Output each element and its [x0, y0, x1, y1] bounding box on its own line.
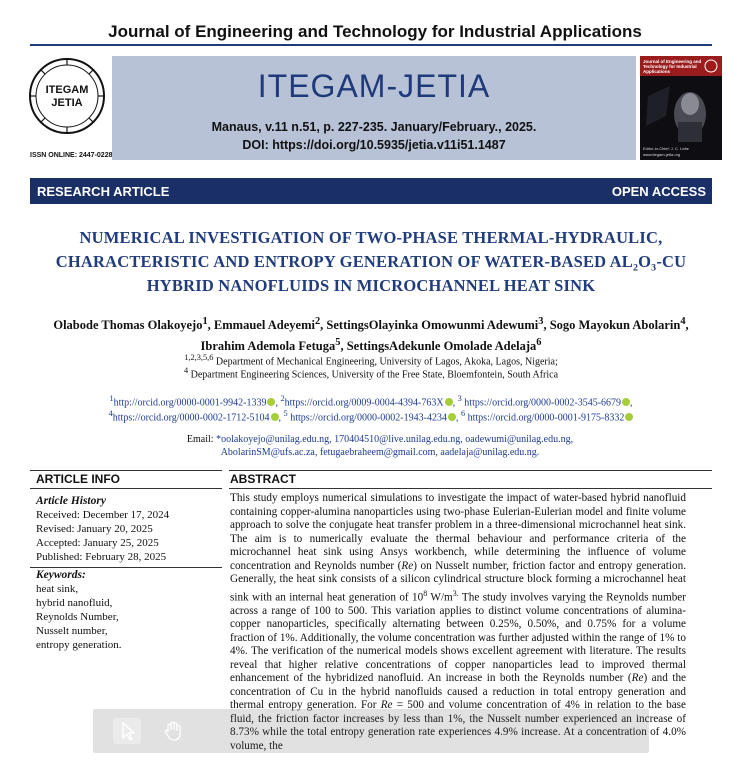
journal-acronym: ITEGAM-JETIA — [257, 68, 491, 104]
affiliation-2: $^4$ Department Engineering Sciences, University of the Free State, Bloemfontein, South Africa — [183, 366, 559, 381]
author-list: Olabode Thomas Olakoyejo$^1$, Emmauel Adeyemi$^2$, SettingsOlayinka Omowunmi Adewumi$^3$, Sogo Mayokun Abolarin$^4$, Ibrahim Ademola Fetuga$^5$, SettingsAdekunle Omolade Adelaja$^6$ — [53, 316, 689, 354]
orcid-icon — [267, 398, 275, 406]
author-name: SettingsAdekunle Omolade Adelaja — [346, 339, 537, 354]
issn-online: ISSN ONLINE: 2447-0228 — [30, 152, 113, 159]
author-name: Emmauel Adeyemi — [213, 318, 315, 333]
article-history-title: Article History — [36, 495, 106, 507]
divider — [30, 470, 222, 471]
keyword: heat sink, — [36, 583, 79, 595]
orcid-icon — [271, 413, 279, 421]
orcid-icon — [625, 413, 633, 421]
author-name: SettingsOlayinka Omowunmi Adewumi — [326, 318, 539, 333]
journal-name: Journal of Engineering and Technology for Industrial Applications — [108, 22, 642, 41]
article-type-bar — [30, 178, 712, 204]
svg-text:JETIA: JETIA — [51, 97, 83, 109]
journal-cover-thumbnail — [640, 56, 722, 160]
author-name: Sogo Mayokun Abolarin — [549, 318, 681, 333]
author-name: Ibrahim Ademola Fetuga — [200, 339, 336, 354]
divider — [30, 567, 222, 568]
author-sup: 2 — [314, 316, 321, 327]
cover-url: www.itegam-jetia.org — [643, 152, 681, 157]
volume-line: Manaus, v.11 n.51, p. 227-235. January/February., 2025. — [211, 120, 537, 134]
divider — [30, 488, 222, 489]
header-rule — [30, 44, 712, 46]
history-published: Published: February 28, 2025 — [36, 551, 167, 563]
keyword: hybrid nanofluid, — [36, 597, 113, 609]
orcid-link[interactable]: https://orcid.org/0000-0002-1943-4234 — [287, 412, 447, 424]
email-addresses[interactable]: AbolarinSM@ufs.ac.za, fetugaebraheem@gmail.com, aadelaja@unilag.edu.ng. — [220, 447, 540, 458]
hand-tool-button[interactable] — [159, 718, 187, 744]
author-name: Olabode Thomas Olakoyejo — [53, 318, 203, 333]
paper-title: NUMERICAL INVESTIGATION OF TWO-PHASE THERMAL-HYDRAULIC, CHARACTERISTIC AND ENTROPY GENERATION OF WATER-BASED AL₂O₃-CU HYBRID NANOFLUIDS IN MICROCHANNEL HEAT SINK — [55, 228, 687, 295]
affiliation-1: $^{1,2,3,5,6}$ Department of Mechanical Engineering, University of Lagos, Akoka, Lagos, Nigeria; — [184, 353, 558, 368]
svg-text:ITEGAM: ITEGAM — [45, 84, 89, 96]
open-access-label: OPEN ACCESS — [611, 184, 706, 199]
journal-logo — [28, 56, 106, 152]
select-tool-button[interactable] — [113, 718, 141, 744]
orcid-link[interactable]: http://orcid.org/0000-0001-9942-1339 — [113, 397, 267, 409]
author-sup: 3 — [538, 316, 544, 327]
orcid-line-2: $^4$https://orcid.org/0000-0002-1712-5104 , $^5$ https://orcid.org/0000-0002-1943-4234 , $^6$ https://orcid.org/0000-0001-9175-8332 — [30, 407, 712, 424]
orcid-link[interactable]: https://orcid.org/0000-0002-3545-6679 — [461, 397, 622, 409]
orcid-icon — [448, 413, 456, 421]
journal-banner — [112, 56, 636, 160]
keyword: Reynolds Number, — [36, 611, 119, 623]
history-received: Received: December 17, 2024 — [36, 509, 170, 521]
history-accepted: Accepted: January 25, 2025 — [36, 537, 159, 549]
keyword: Nusselt number, — [36, 625, 108, 637]
author-sup: 4 — [680, 316, 686, 327]
orcid-link[interactable]: https://orcid.org/0009-0004-4394-763X — [284, 397, 444, 409]
cover-editor: Editor-in-Chief: J. C. Leite — [643, 146, 689, 151]
hand-icon — [159, 718, 187, 744]
keyword: entropy generation. — [36, 639, 122, 651]
cover-title: Journal of Engineering and Technology for Industrial Applications — [643, 59, 702, 74]
keywords-title: Keywords: — [36, 569, 86, 581]
abstract-text: This study employs numerical simulations to investigate the impact of water-based hybrid nanofluid containing copper-alumina nanoparticles using two-phase Eulerian-Eulerian model and finite volume approach to solve the conjugate heat transfer problem in a three-dimensional microchannel heat sink. The aim is to numerically evaluate the thermal behaviour and performance criteria of the microchannel heat sink using Ansys workbench, while determining the influence of volume concentration and Reynolds number (Re) on Nusselt number, friction factor and entropy generation. Generally, the heat sink consists of a silicon cylindrical structure block forming a microchannel heat sink with an internal heat generation of $10^8$ $W/m^{3.}$ The study involves varying the Reynolds number across a range of 100 to 500. This variation applies to distinct volume concentrations of alumina-copper nanoparticles, specifically alternating between 0.25%, 0.50%, and 0.75% for a volume fraction of 1%. Additionally, the volume concentration was further adjusted within the range of 1% to 4%. The verification of the numerical models shows excellent agreement with literature. The results reveal that higher relative concentrations of copper nanoparticles lead to improved thermal enhancement of the hybridized nanofluid. An increase in both the Reynolds number (Re) and the concentration of Cu in the hybrid nanofluids caused a reduction in total entropy generation and thermal entropy generation. For Re = 500 and volume concentration of 4% in relation to the base fluid, the friction factor increases by less than 1%, the Nusselt number experienced an increase of 8.73% while the total entropy generation rate experiences 4.9% increase. At a concentration of 4.0% volume, the — [230, 492, 687, 752]
divider — [229, 470, 712, 471]
viewer-toolbar — [93, 709, 649, 753]
email-addresses[interactable]: *oolakoyejo@unilag.edu.ng, 170404510@live.unilag.edu.ng, oadewumi@unilag.edu.ng, — [216, 434, 574, 445]
author-sup: 5 — [335, 337, 341, 349]
research-article-label: RESEARCH ARTICLE — [37, 184, 170, 199]
email-block — [60, 433, 700, 459]
doi-line[interactable]: DOI: https://doi.org/10.5935/jetia.v11i51.1487 — [242, 138, 506, 152]
divider — [229, 488, 712, 489]
orcid-icon — [622, 398, 630, 406]
email-label: Email: — [186, 434, 217, 445]
abstract-heading: ABSTRACT — [230, 472, 296, 486]
orcid-link[interactable]: https://orcid.org/0000-0002-1712-5104 — [112, 412, 270, 424]
author-sup: 6 — [536, 337, 542, 349]
orcid-icon — [445, 398, 453, 406]
article-info-heading: ARTICLE INFO — [36, 472, 120, 486]
author-sup: 1 — [202, 316, 208, 327]
orcid-line-1: $^1$http://orcid.org/0000-0001-9942-1339 , $^2$https://orcid.org/0009-0004-4394-763X , $^3$ https://orcid.org/0000-0002-3545-6679 , — [109, 394, 633, 409]
orcid-link[interactable]: https://orcid.org/0000-0001-9175-8332 — [465, 412, 625, 424]
cursor-arrow-icon — [113, 718, 141, 744]
history-revised: Revised: January 20, 2025 — [36, 523, 153, 535]
